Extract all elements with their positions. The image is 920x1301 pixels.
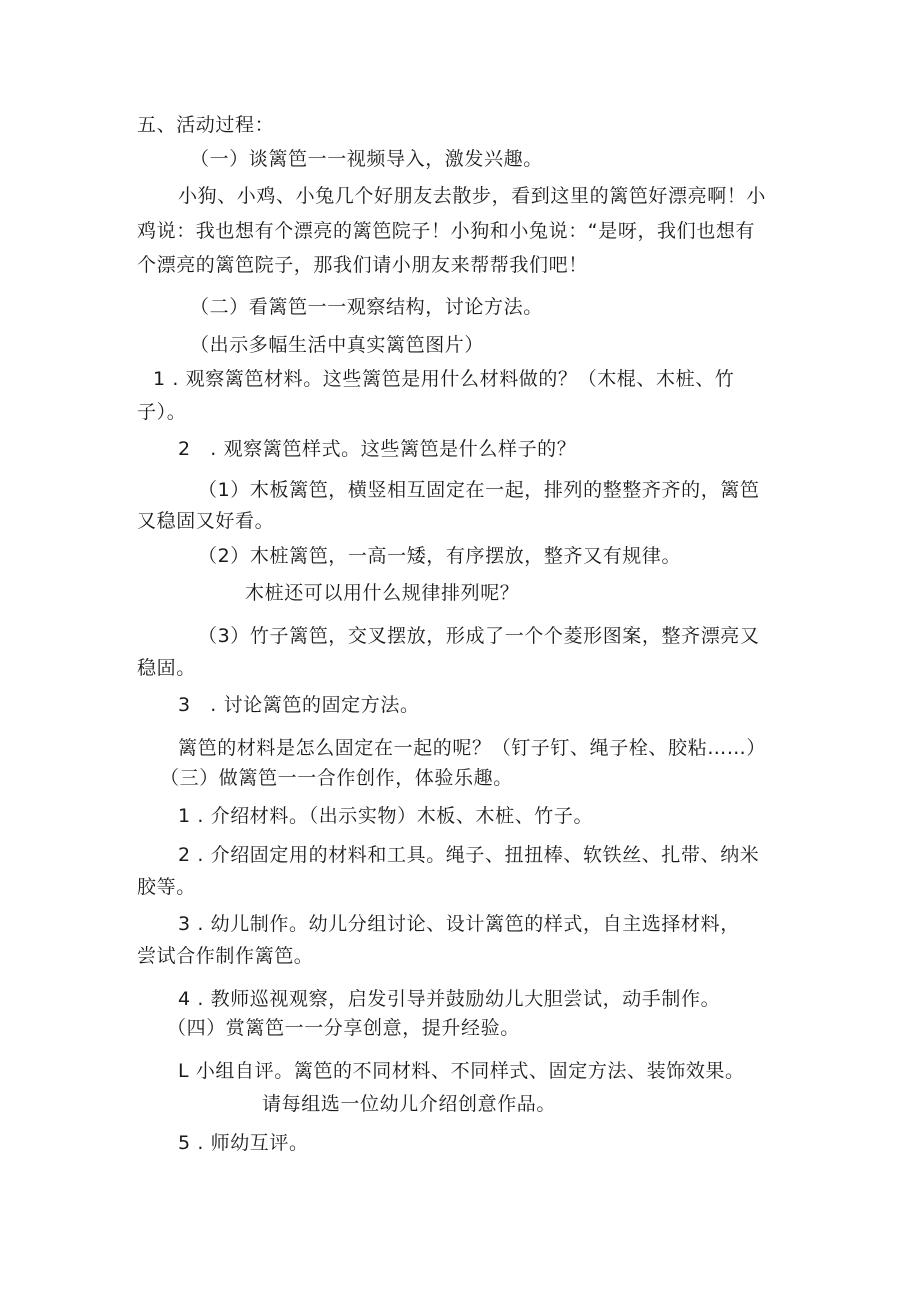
part3-item2-line2: 胶等。 (137, 876, 196, 898)
part1-paragraph-line1: 小狗、小鸡、小兔几个好朋友去散步，看到这里的篱笆好漂亮啊！小 (178, 185, 767, 207)
part4-heading: （四）赏篱笆一一分享创意，提升经验。 (167, 1017, 520, 1039)
section-heading: 五、活动过程： (137, 114, 275, 136)
part2-item1-line1: 1 . 观察篱笆材料。这些篱笆是用什么材料做的？（木棍、木桩、竹 (153, 368, 735, 390)
part3-heading: （三）做篱笆一一合作创作，体验乐趣。 (160, 767, 513, 789)
part2-item1-line2: 子）。 (137, 401, 187, 423)
part4-item1-note: 请每组选一位幼儿介绍创意作品。 (262, 1093, 557, 1115)
part2-sub3-line2: 稳固。 (137, 657, 196, 679)
part2-item3-text: 篱笆的材料是怎么固定在一起的呢？（钉子钉、绳子栓、胶粘……） (178, 737, 767, 759)
part4-item1: L 小组自评。篱笆的不同材料、不同样式、固定方法、装饰效果。 (178, 1060, 745, 1082)
part3-item4: 4 . 教师巡视观察，启发引导并鼓励幼儿大胆尝试，动手制作。 (178, 988, 721, 1010)
part2-note: （出示多幅生活中真实篱笆图片） (190, 334, 485, 356)
part2-sub2: （2）木桩篱笆，一高一矮，有序摆放，整齐又有规律。 (198, 545, 682, 567)
part2-heading: （二）看篱笆一一观察结构，讨论方法。 (190, 296, 543, 318)
part1-paragraph-line2: 鸡说：我也想有个漂亮的篱笆院子！小狗和小兔说：“是呀，我们也想有 (137, 220, 756, 242)
part3-item3-line1: 3 . 幼儿制作。幼儿分组讨论、设计篱笆的样式，自主选择材料， (178, 913, 740, 935)
part2-sub1-line2: 又稳固又好看。 (137, 510, 275, 532)
part4-item5: 5 . 师幼互评。 (178, 1132, 309, 1154)
part2-sub2-question: 木桩还可以用什么规律排列呢？ (245, 582, 520, 604)
part3-item2-line1: 2 . 介绍固定用的材料和工具。绳子、扭扭棒、软铁丝、扎带、纳米 (178, 844, 760, 866)
part1-paragraph-line3: 个漂亮的篱笆院子，那我们请小朋友来帮帮我们吧！ (137, 254, 588, 276)
part3-item3-line2: 尝试合作制作篱笆。 (137, 945, 314, 967)
part2-sub1-line1: （1）木板篱笆，横竖相互固定在一起，排列的整整齐齐的，篱笆 (198, 479, 760, 501)
part2-item3: 3 . 讨论篱笆的固定方法。 (178, 694, 420, 716)
part2-sub3-line1: （3）竹子篱笆，交叉摆放，形成了一个个菱形图案，整齐漂亮又 (198, 625, 760, 647)
part2-item2: 2 . 观察篱笆样式。这些篱笆是什么样子的？ (178, 438, 577, 460)
part1-heading: （一）谈篱笆一一视频导入，激发兴趣。 (190, 148, 543, 170)
part3-item1: 1 . 介绍材料。（出示实物）木板、木桩、竹子。 (178, 805, 594, 827)
